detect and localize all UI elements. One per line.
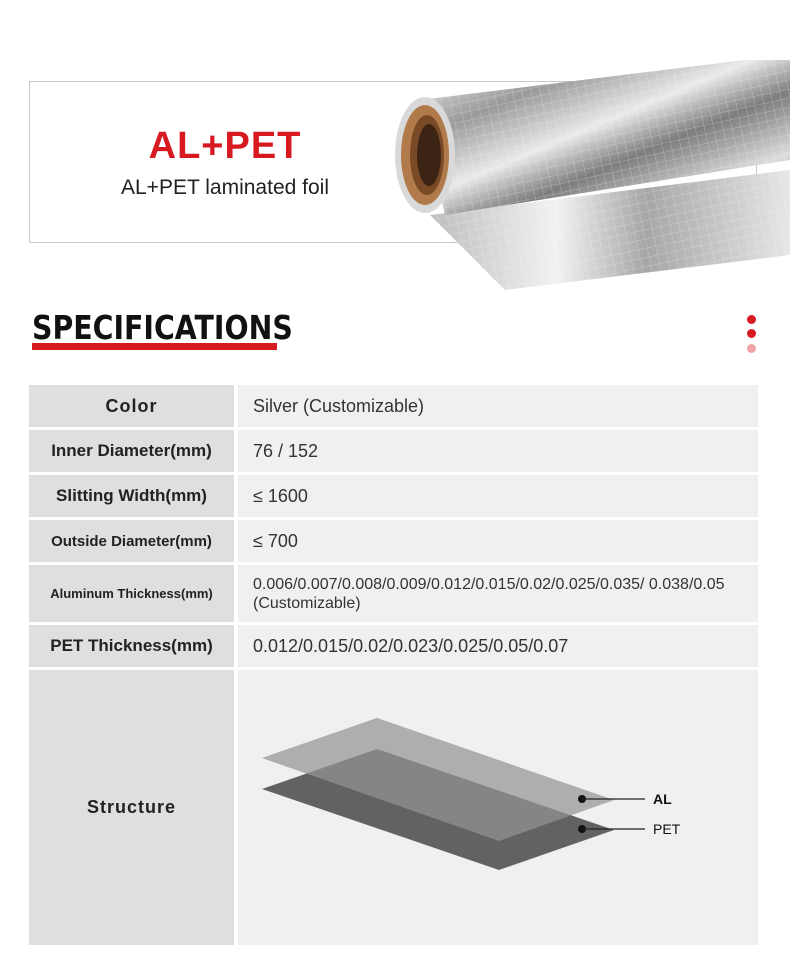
row-value: 0.006/0.007/0.008/0.009/0.012/0.015/0.02/0.025/0.035/ 0.038/0.05 (Customizable) <box>238 565 758 622</box>
row-value: 0.012/0.015/0.02/0.023/0.025/0.05/0.07 <box>238 625 758 667</box>
pet-label: PET <box>653 821 681 837</box>
al-label: AL <box>653 791 672 807</box>
dot-icon <box>747 315 756 324</box>
hero-title: AL+PET <box>148 125 302 167</box>
table-row <box>29 625 758 667</box>
decorative-dots <box>747 315 757 355</box>
dot-icon <box>747 329 756 338</box>
structure-cell <box>238 670 758 945</box>
specifications-heading: SPECIFICATIONS <box>32 308 293 347</box>
row-value: Silver (Customizable) <box>238 385 758 427</box>
table-row <box>29 385 758 427</box>
row-label: PET Thickness(mm) <box>29 625 234 667</box>
structure-diagram <box>238 670 758 945</box>
foil-roll-image <box>385 55 790 290</box>
table-row <box>29 430 758 472</box>
table-row <box>29 520 758 562</box>
row-label: Inner Diameter(mm) <box>29 430 234 472</box>
row-value: ≤ 1600 <box>238 475 758 517</box>
row-label: Outside Diameter(mm) <box>29 520 234 562</box>
table-row <box>29 475 758 517</box>
row-label: Structure <box>29 670 234 945</box>
row-label: Color <box>29 385 234 427</box>
row-value: ≤ 700 <box>238 520 758 562</box>
table-row <box>29 670 758 945</box>
row-label: Aluminum Thickness(mm) <box>29 565 234 622</box>
table-row <box>29 565 758 622</box>
hero-subtitle: AL+PET laminated foil <box>121 176 329 199</box>
row-label: Slitting Width(mm) <box>29 475 234 517</box>
dot-icon <box>747 344 756 353</box>
row-value: 76 / 152 <box>238 430 758 472</box>
